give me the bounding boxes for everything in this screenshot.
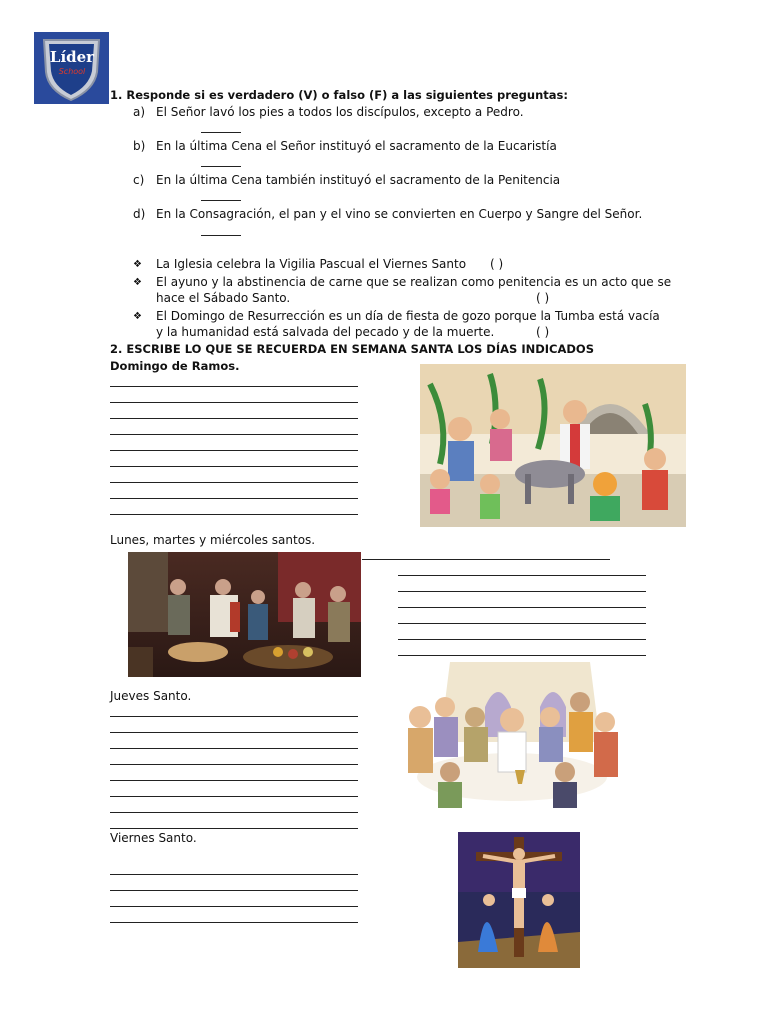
palm-sunday-illustration — [420, 364, 686, 527]
question-b-letter: b) — [133, 139, 146, 153]
day-label-viernes: Viernes Santo. — [110, 831, 197, 845]
day-label-domingo: Domingo de Ramos. — [110, 359, 240, 373]
diamond-bullet-icon: ❖ — [133, 277, 142, 288]
statement-3-line1: El Domingo de Resurrección es un día de fiesta de gozo porque la Tumba está vacía — [156, 309, 660, 323]
answer-blank-a[interactable] — [201, 132, 241, 133]
question-d-letter: d) — [133, 207, 146, 221]
holy-week-painting — [128, 552, 361, 677]
statement-1-paren[interactable]: ( ) — [490, 257, 504, 271]
answer-blank-d[interactable] — [201, 235, 241, 236]
statement-3-paren[interactable]: ( ) — [536, 325, 550, 339]
logo-subtext: School — [58, 67, 86, 76]
day-label-lunes-martes-miercoles: Lunes, martes y miércoles santos. — [110, 533, 316, 547]
section1-heading: 1. Responde si es verdadero (V) o falso (F) a las siguientes preguntas: — [110, 88, 568, 102]
diamond-bullet-icon: ❖ — [133, 259, 142, 270]
last-supper-illustration — [390, 662, 634, 808]
statement-2-line2: hace el Sábado Santo. — [156, 291, 291, 305]
diamond-bullet-icon: ❖ — [133, 311, 142, 322]
section2-heading: 2. ESCRIBE LO QUE SE RECUERDA EN SEMANA SANTA LOS DÍAS INDICADOS — [110, 342, 594, 356]
statement-3-line2: y la humanidad está salvada del pecado y de la muerte. — [156, 325, 495, 339]
day-label-jueves: Jueves Santo. — [110, 689, 192, 703]
statement-2-paren[interactable]: ( ) — [536, 291, 550, 305]
answer-blank-b[interactable] — [201, 166, 241, 167]
statement-2-line1: El ayuno y la abstinencia de carne que se realizan como penitencia es un acto que se — [156, 275, 672, 289]
question-c-text: En la última Cena también instituyó el sacramento de la Penitencia — [156, 173, 561, 187]
question-a-text: El Señor lavó los pies a todos los discípulos, excepto a Pedro. — [156, 105, 524, 119]
answer-blank-c[interactable] — [201, 200, 241, 201]
statement-1: La Iglesia celebra la Vigilia Pascual el Viernes Santo — [156, 257, 467, 271]
question-d-text: En la Consagración, el pan y el vino se convierten en Cuerpo y Sangre del Señor. — [156, 207, 643, 221]
logo-text: Líder — [49, 48, 95, 66]
question-b-text: En la última Cena el Señor instituyó el sacramento de la Eucaristía — [156, 139, 557, 153]
question-c-letter: c) — [133, 173, 145, 187]
crucifixion-illustration — [458, 832, 580, 968]
school-logo — [34, 32, 109, 104]
question-a-letter: a) — [133, 105, 146, 119]
